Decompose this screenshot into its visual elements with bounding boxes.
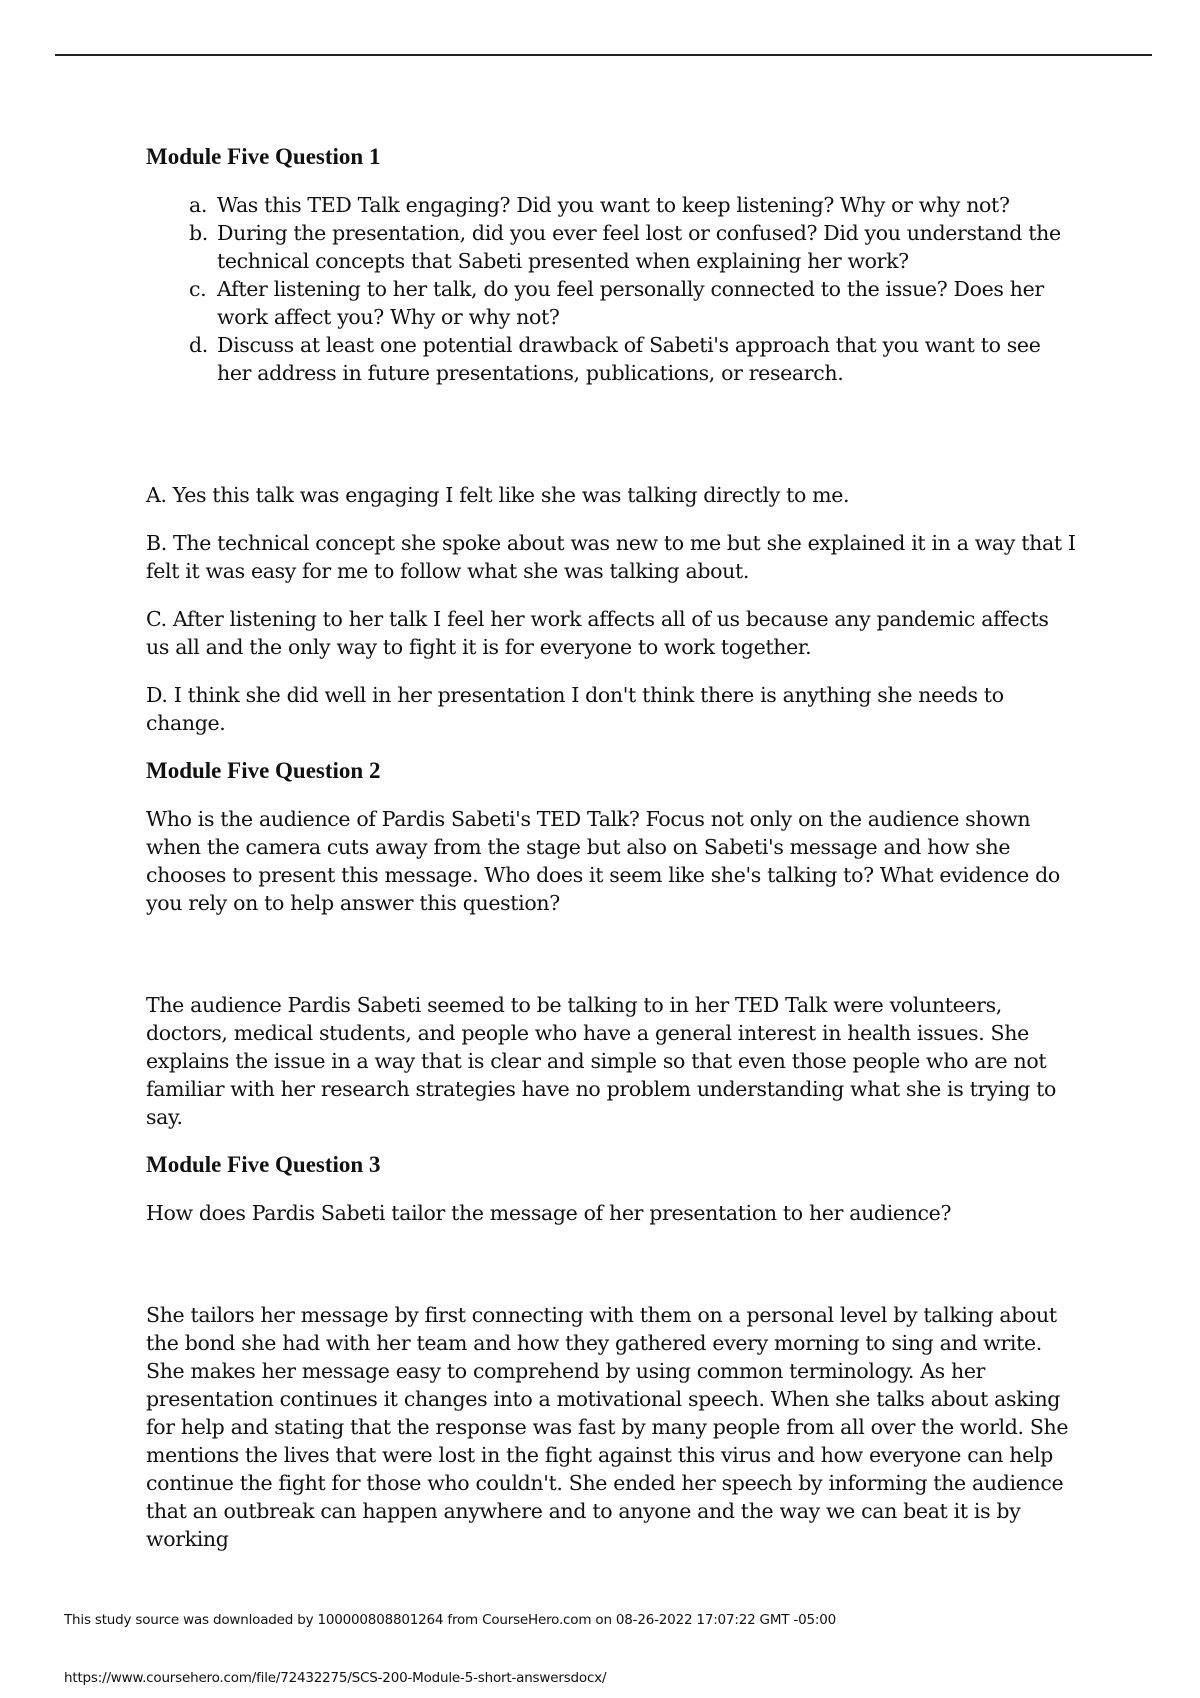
document-body: [146, 143, 1076, 1553]
spacer: [146, 1131, 1076, 1151]
list-item-text: After listening to her talk, do you feel personally connected to the issue? Does her work affect you? Why or why not?: [217, 277, 1044, 329]
q3-answer: She tailors her message by first connecting with them on a personal level by talking about the bond she had with her team and how they gathered every morning to sing and write. She makes her message easy to comprehend by using common terminology. As her presentation continues it changes into a motivational speech. When she talks about asking for help and stating that the response was fast by many people from all over the world. She mentions the lives that were lost in the fight against this virus and how everyone can help continue the fight for those who couldn't. She ended her speech by informing the audience that an outbreak can happen anywhere and to anyone and the way we can beat it is by working: [146, 1303, 1069, 1551]
list-item: [146, 219, 1076, 275]
q1-answer-b: B. The technical concept she spoke about was new to me but she explained it in a way that I felt it was easy for me to follow what she was talking about.: [146, 531, 1076, 583]
list-item: [146, 191, 1076, 219]
q3-heading: Module Five Question 3: [146, 1152, 381, 1177]
list-item-text: Discuss at least one potential drawback of Sabeti's approach that you want to see her address in future presentations, publications, or research.: [217, 333, 1041, 385]
q1-heading: Module Five Question 1: [146, 144, 381, 169]
list-item: [146, 331, 1076, 387]
top-rule: [55, 54, 1152, 56]
list-item-text: Was this TED Talk engaging? Did you want to keep listening? Why or why not?: [217, 193, 1010, 217]
source-url[interactable]: https://www.coursehero.com/file/72432275/SCS-200-Module-5-short-answersdocx/: [64, 1670, 607, 1686]
q1-answer-d: D. I think she did well in her presentation I don't think there is anything she needs to change.: [146, 683, 1004, 735]
spacer: [146, 585, 1076, 605]
spacer: [146, 737, 1076, 757]
q2-answer: The audience Pardis Sabeti seemed to be talking to in her TED Talk were volunteers, doctors, medical students, and people who have a general interest in health issues. She explains the issue in a way that is clear and simple so that even those people who are not familiar with her research strategies have no problem understanding what she is trying to say.: [146, 993, 1057, 1129]
list-item-text: During the presentation, did you ever feel lost or confused? Did you understand the technical concepts that Sabeti presented when explaining her work?: [217, 221, 1061, 273]
download-source-note: This study source was downloaded by 100000808801264 from CourseHero.com on 08-26-2022 17:07:22 GMT -05:00: [64, 1612, 836, 1628]
q2-prompt: Who is the audience of Pardis Sabeti's TED Talk? Focus not only on the audience shown when the camera cuts away from the stage but also on Sabeti's message and how she chooses to present this message. Who does it seem like she's talking to? What evidence do you rely on to help answer this question?: [146, 807, 1060, 915]
list-marker: a.: [189, 193, 208, 217]
q1-answer-c: C. After listening to her talk I feel her work affects all of us because any pandemic affects us all and the only way to fight it is for everyone to work together.: [146, 607, 1049, 659]
q1-question-list: [146, 191, 1076, 387]
q1-answer-a: A. Yes this talk was engaging I felt like she was talking directly to me.: [146, 483, 850, 507]
list-marker: b.: [189, 221, 208, 245]
spacer: [146, 917, 1076, 991]
list-item: [146, 275, 1076, 331]
list-marker: c.: [189, 277, 207, 301]
spacer: [146, 509, 1076, 529]
q2-heading: Module Five Question 2: [146, 758, 381, 783]
spacer: [146, 661, 1076, 681]
spacer: [146, 1227, 1076, 1301]
q3-prompt: How does Pardis Sabeti tailor the message of her presentation to her audience?: [146, 1201, 952, 1225]
spacer: [146, 387, 1076, 481]
list-marker: d.: [189, 333, 208, 357]
